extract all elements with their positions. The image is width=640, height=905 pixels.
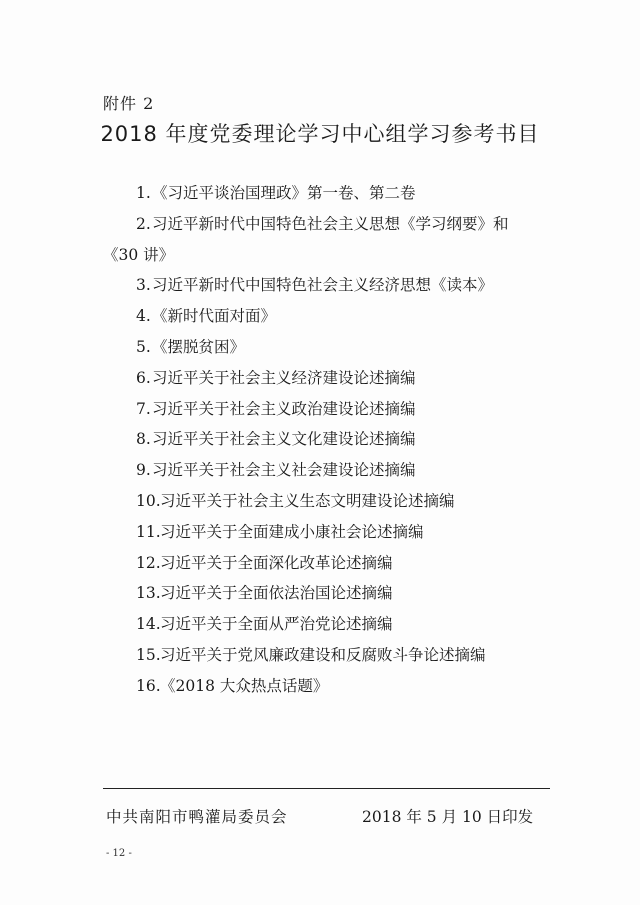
book-item-title: 《摆脱贫困》 (152, 337, 246, 356)
book-item-number: 8. (136, 430, 151, 449)
book-list-item (0, 270, 640, 301)
book-item-number: 14. (136, 615, 161, 634)
issuer-name: 中共南阳市鸭灌局委员会 (106, 808, 288, 826)
book-list-item (0, 455, 640, 486)
book-item-number: 7. (136, 399, 151, 418)
book-item-title: 习近平关于全面深化改革论述摘编 (160, 553, 393, 572)
book-item-number: 10. (136, 491, 161, 510)
book-list-item (0, 240, 640, 271)
book-item-number: 2. (136, 214, 151, 233)
book-list-item (0, 578, 640, 609)
book-item-number: 12. (136, 553, 161, 572)
book-item-number: 5. (136, 337, 151, 356)
book-list-item (0, 394, 640, 425)
book-item-title: 《2018 大众热点话题》 (160, 676, 329, 695)
book-list-item (0, 209, 640, 240)
book-item-title: 习近平关于社会主义社会建设论述摘编 (152, 461, 416, 480)
book-item-number: 9. (136, 461, 151, 480)
book-list-item (0, 332, 640, 363)
document-title: 2018 年度党委理论学习中心组学习参考书目 (100, 122, 540, 146)
book-item-title: 《习近平谈治国理政》第一卷、第二卷 (152, 184, 416, 202)
book-item-title: 习近平新时代中国特色社会主义经济思想《读本》 (152, 276, 494, 295)
book-list-item (0, 609, 640, 640)
book-item-title: 习近平关于社会主义政治建设论述摘编 (152, 399, 416, 418)
book-list-item (0, 548, 640, 579)
book-item-title: 习近平关于社会主义经济建设论述摘编 (152, 368, 416, 387)
attachment-label: 附件 2 (103, 94, 155, 113)
book-item-number: 1. (136, 184, 151, 202)
book-item-title: 《30 讲》 (103, 245, 175, 264)
book-list-item (0, 640, 640, 671)
book-item-title: 习近平新时代中国特色社会主义思想《学习纲要》和 (152, 214, 509, 233)
book-list-item (0, 517, 640, 548)
footer-divider (103, 788, 550, 789)
book-item-number: 15. (136, 645, 161, 664)
reference-book-list (0, 178, 640, 702)
book-item-title: 习近平关于党风廉政建设和反腐败斗争论述摘编 (160, 645, 486, 664)
book-item-title: 习近平关于全面从严治党论述摘编 (160, 615, 393, 634)
book-item-title: 习近平关于社会主义生态文明建设论述摘编 (160, 491, 455, 510)
book-item-number: 11. (136, 522, 161, 541)
book-item-number: 13. (136, 584, 161, 603)
book-list-item (0, 671, 640, 702)
book-list-item (0, 178, 640, 209)
book-list-item (0, 301, 640, 332)
issue-date: 2018 年 5 月 10 日印发 (362, 808, 534, 826)
page-number: - 12 - (106, 848, 132, 859)
book-item-number: 3. (136, 276, 151, 295)
book-list-item (0, 424, 640, 455)
book-list-item (0, 486, 640, 517)
book-item-title: 习近平关于社会主义文化建设论述摘编 (152, 430, 416, 449)
book-item-title: 《新时代面对面》 (152, 307, 277, 326)
book-item-number: 16. (136, 676, 161, 695)
book-item-title: 习近平关于全面依法治国论述摘编 (160, 584, 393, 603)
book-item-number: 4. (136, 307, 151, 326)
book-item-number: 6. (136, 368, 151, 387)
book-item-title: 习近平关于全面建成小康社会论述摘编 (160, 522, 424, 541)
book-list-item (0, 363, 640, 394)
